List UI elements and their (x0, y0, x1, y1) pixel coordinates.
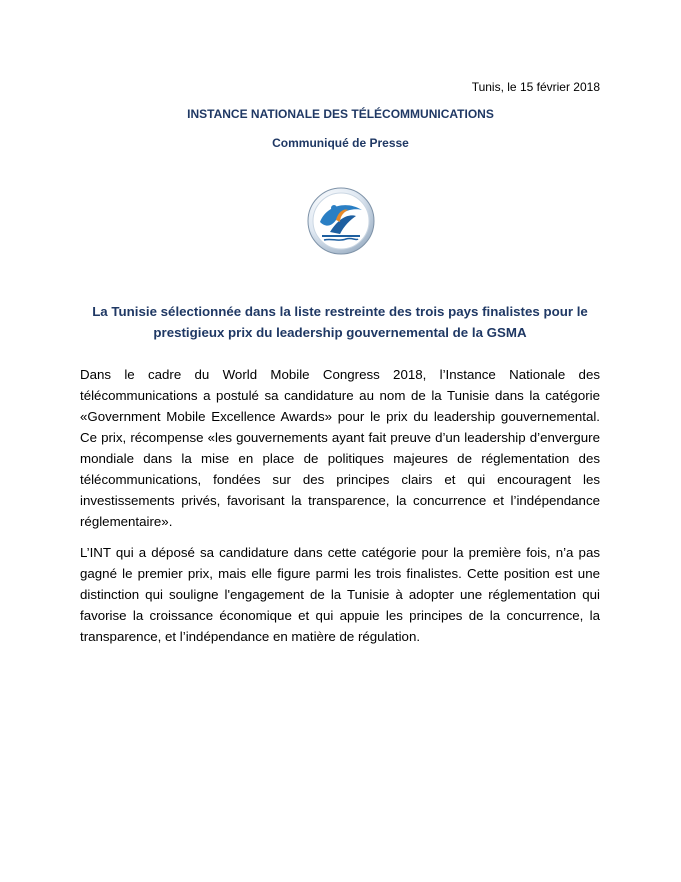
paragraph-1: Dans le cadre du World Mobile Congress 2018, l’Instance Nationale des télécommunications a postulé sa candidature au nom de la Tunisie dans la catégorie «Government Mobile Excellence Awards» pour le prix du leadership gouvernemental. Ce prix, récompense «les gouvernements ayant fait preuve d’un leadership d’envergure mondiale dans la mise en place de politiques majeures de réglementation des télécommunications, fondées sur des principes clairs et qui encouragent les investissements privés, favorisant la transparence, la concurrence et l’indépendance réglementaire». (80, 367, 600, 529)
document-type: Communiqué de Presse (272, 136, 409, 150)
paragraph-2: L’INT qui a déposé sa candidature dans cette catégorie pour la première fois, n’a pas gagné le premier prix, mais elle figure parmi les trois finalistes. Cette position est une distinction qui souligne l'engagement de la Tunisie à adopter une réglementation qui favorise la croissance économique et qui appuie les principes de la concurrence, la transparence, et l’indépendance en matière de régulation. (80, 545, 600, 644)
int-logo-icon (306, 186, 376, 256)
organization-title: INSTANCE NATIONALE DES TÉLÉCOMMUNICATIONS (187, 107, 494, 121)
headline: La Tunisie sélectionnée dans la liste restreinte des trois pays finalistes pour le prestigieux prix du leadership gouvernemental de la GSMA (92, 304, 588, 340)
date-line: Tunis, le 15 février 2018 (471, 80, 600, 94)
